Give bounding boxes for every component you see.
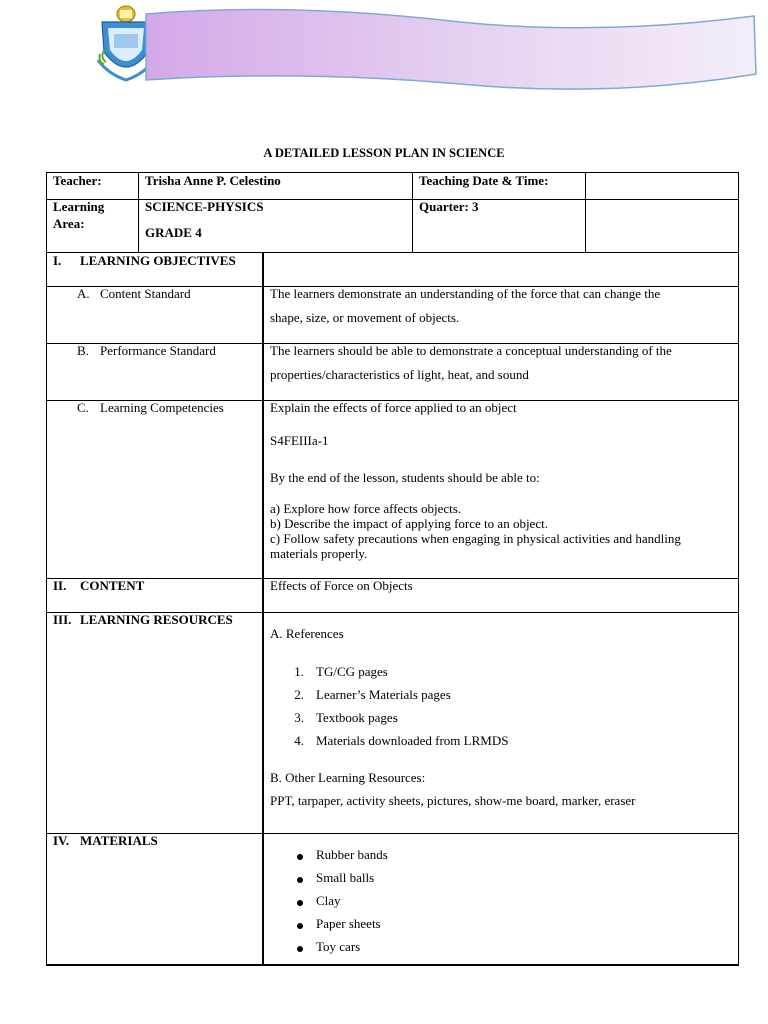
materials-list: Rubber bands Small balls Clay Paper sheets Toy cars [270,847,570,959]
bullet-icon [297,854,303,860]
content-heading-number: II. [53,578,67,593]
references-label: A. References [270,626,344,641]
competency-code: S4FEIIIa-1 [270,433,329,448]
quarter-label: Quarter: 3 [419,199,479,214]
competencies-label: Learning Competencies [100,400,224,415]
performance-standard-text-line2: properties/characteristics of light, heat, and sound [270,367,529,382]
learning-area-label-line1: Learning [53,199,105,214]
content-heading: CONTENT [80,578,145,593]
document-title: A DETAILED LESSON PLAN IN SCIENCE [263,146,505,160]
bullet-icon [297,923,303,929]
content-standard-text-line2: shape, size, or movement of objects. [270,310,460,325]
performance-standard-text-line1: The learners should be able to demonstrate a conceptual understanding of the [270,343,672,358]
content-standard-label: Content Standard [100,286,191,301]
objectives-intro: By the end of the lesson, students should be able to: [270,470,540,485]
bullet-icon [297,877,303,883]
teacher-name: Trisha Anne P. Celestino [145,173,281,188]
performance-standard-label: Performance Standard [100,343,216,358]
content-standard-text-line1: The learners demonstrate an understanding of the force that can change the [270,286,661,301]
learning-area-value: SCIENCE-PHYSICS [145,199,264,214]
resources-heading-number: III. [53,612,72,627]
objective-item-c-line1: c) Follow safety precautions when engaging in physical activities and handling [270,531,681,546]
objectives-heading: LEARNING OBJECTIVES [80,253,236,268]
content-value: Effects of Force on Objects [270,578,413,593]
teacher-label: Teacher: [53,173,102,188]
objective-item-c-line2: materials properly. [270,546,368,561]
bullet-icon [297,900,303,906]
other-resources-value: PPT, tarpaper, activity sheets, pictures, show-me board, marker, eraser [270,793,636,808]
content-standard-letter: A. [77,286,90,301]
lesson-plan-table [46,172,739,965]
grade-level: GRADE 4 [145,225,202,240]
objective-item-a: a) Explore how force affects objects. [270,501,462,516]
teaching-date-label: Teaching Date & Time: [419,173,549,188]
objectives-heading-number: I. [53,253,62,268]
letterhead [0,0,768,100]
other-resources-label: B. Other Learning Resources: [270,770,426,785]
competency-statement: Explain the effects of force applied to an object [270,400,517,415]
learning-area-label-line2: Area: [53,216,85,231]
resources-heading: LEARNING RESOURCES [80,612,233,627]
references-list: 1. TG/CG pages 2. Learner’s Materials pages 3. Textbook pages 4. Materials downloaded from LRMDS [294,664,509,748]
materials-heading: MATERIALS [80,833,158,848]
materials-heading-number: IV. [53,833,70,848]
objective-item-b: b) Describe the impact of applying force to an object. [270,516,548,531]
competencies-letter: C. [77,400,89,415]
bullet-icon [297,946,303,952]
decorative-banner [140,8,760,94]
performance-standard-letter: B. [77,343,89,358]
